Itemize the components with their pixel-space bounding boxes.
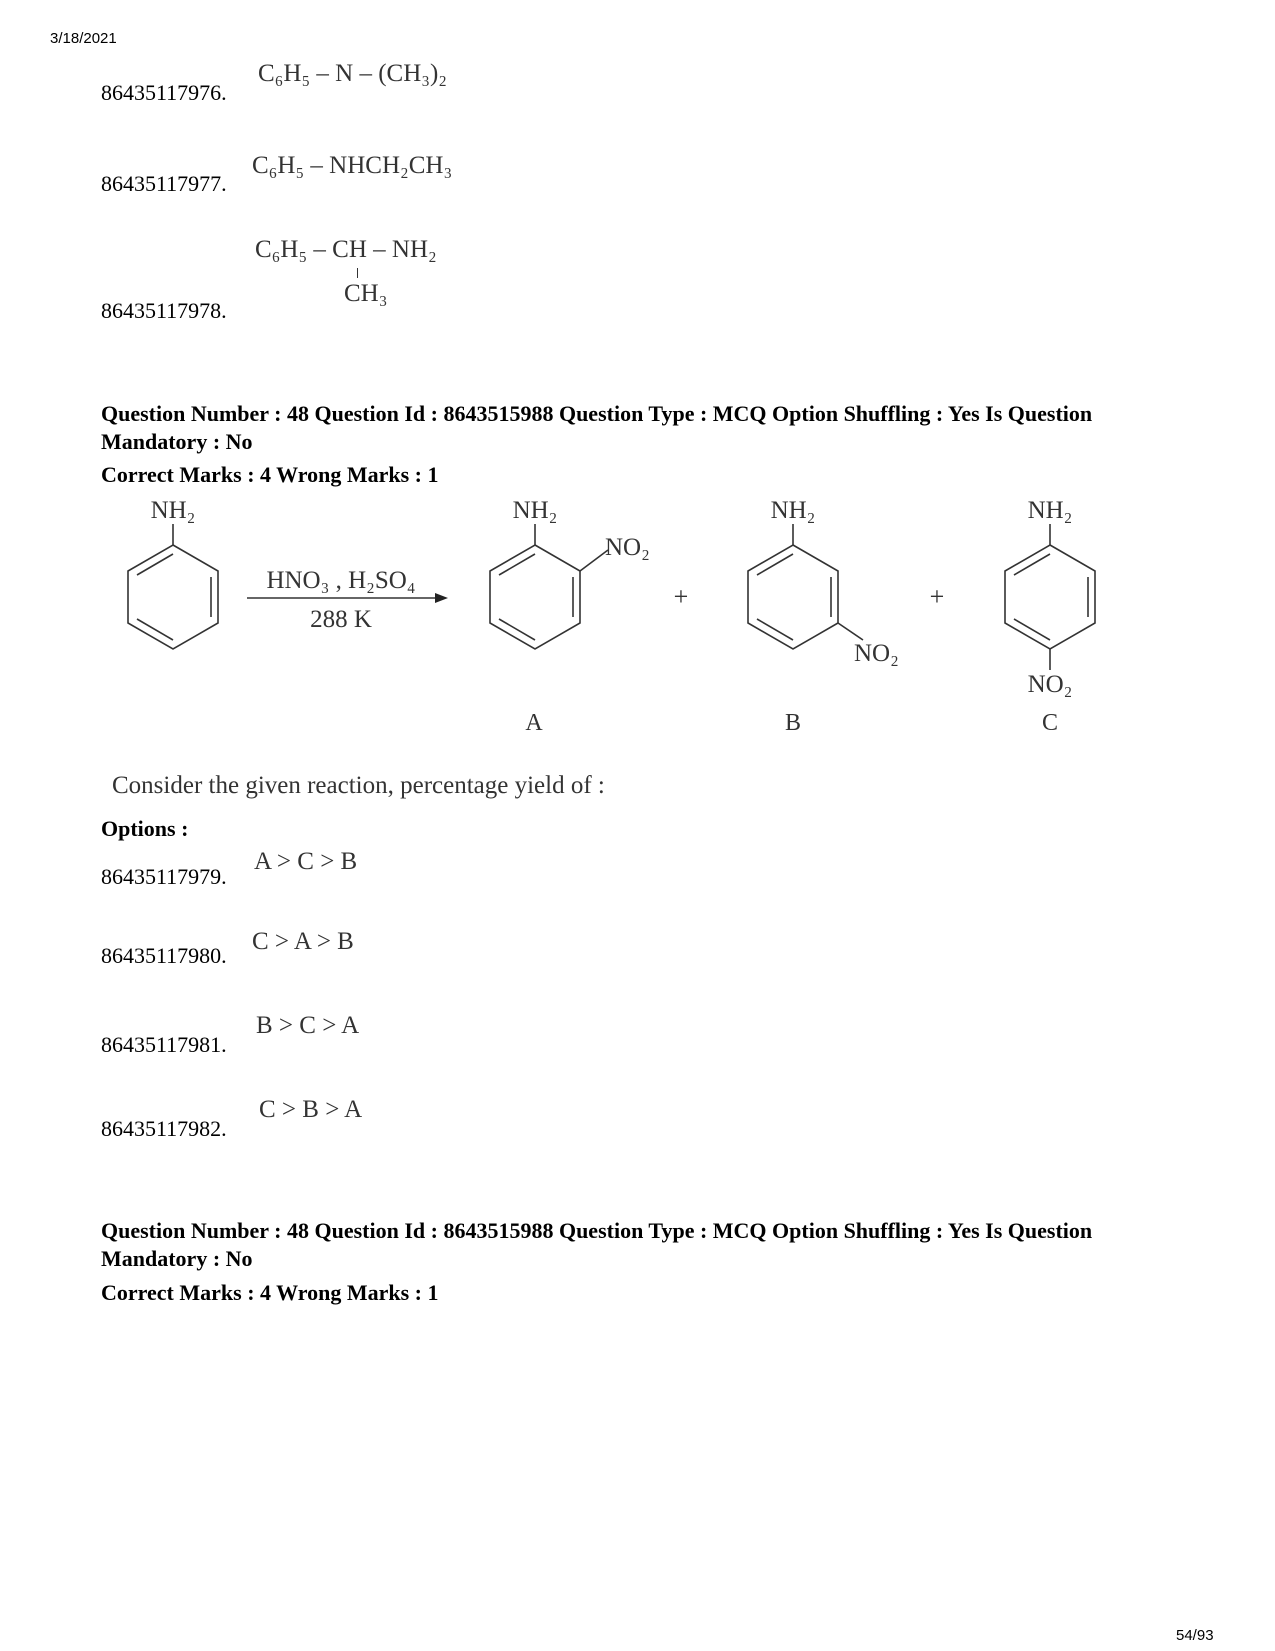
bond bbox=[1014, 619, 1050, 640]
print-date: 3/18/2021 bbox=[50, 30, 117, 47]
bond bbox=[137, 619, 173, 640]
option-id: 86435117979. bbox=[101, 864, 227, 889]
product-label-c: C bbox=[1041, 710, 1059, 736]
question-header: Question Number : 48 Question Id : 8643515988 Question Type : MCQ Option Shuffling : Yes Is Question Mandatory : No bbox=[101, 1218, 1093, 1271]
option-id: 86435117982. bbox=[101, 1116, 227, 1141]
option-id: 86435117978. bbox=[101, 298, 227, 323]
benzene-ring bbox=[490, 545, 580, 649]
question-marks: Correct Marks : 4 Wrong Marks : 1 bbox=[101, 462, 439, 487]
benzene-ring bbox=[128, 545, 218, 649]
condition-label: 288 K bbox=[310, 606, 372, 633]
bond bbox=[1014, 554, 1050, 575]
benzene-ring bbox=[1005, 545, 1095, 649]
question-text: Consider the given reaction, percentage yield of : bbox=[112, 772, 605, 799]
options-heading: Options : bbox=[101, 816, 189, 841]
benzene-ring bbox=[748, 545, 838, 649]
option-formula: C₆H₅ – NHCH₂CH₃ bbox=[252, 152, 453, 179]
question-marks: Correct Marks : 4 Wrong Marks : 1 bbox=[101, 1280, 439, 1305]
bond bbox=[499, 619, 535, 640]
amine-group: NH₂ bbox=[150, 497, 196, 524]
product-label-a: A bbox=[525, 710, 543, 736]
option-id: 86435117981. bbox=[101, 1032, 227, 1057]
nitro-group: NO₂ bbox=[1027, 671, 1073, 698]
nitro-group: NO₂ bbox=[605, 534, 650, 561]
bond bbox=[838, 623, 863, 640]
option-text: C > B > A bbox=[259, 1096, 363, 1123]
bond bbox=[757, 619, 793, 640]
option-id: 86435117977. bbox=[101, 171, 227, 196]
option-formula: C₆H₅ – CH – NH₂ bbox=[255, 236, 437, 263]
bond bbox=[137, 554, 173, 575]
option-id: 86435117976. bbox=[101, 80, 227, 105]
page-number: 54/93 bbox=[1176, 1627, 1214, 1644]
branch-bond bbox=[357, 268, 358, 278]
amine-group: NH₂ bbox=[512, 497, 558, 524]
plus-sign: + bbox=[673, 582, 689, 611]
plus-sign: + bbox=[929, 582, 945, 611]
bond bbox=[757, 554, 793, 575]
option-formula: C₆H₅ – N – (CH₃)₂ bbox=[258, 60, 448, 87]
option-formula-branch: CH₃ bbox=[344, 280, 388, 307]
option-text: C > A > B bbox=[252, 928, 354, 955]
amine-group: NH₂ bbox=[1027, 497, 1073, 524]
option-text: B > C > A bbox=[256, 1012, 360, 1039]
reaction-diagram bbox=[100, 490, 1150, 750]
bond bbox=[499, 554, 535, 575]
arrow-head bbox=[435, 593, 448, 603]
product-label-b: B bbox=[784, 710, 802, 736]
bond bbox=[580, 550, 608, 571]
option-id: 86435117980. bbox=[101, 943, 227, 968]
option-text: A > C > B bbox=[254, 848, 358, 875]
amine-group: NH₂ bbox=[770, 497, 816, 524]
reagent-label: HNO₃ , H₂SO₄ bbox=[266, 567, 416, 594]
question-header: Question Number : 48 Question Id : 8643515988 Question Type : MCQ Option Shuffling : Yes Is Question Mandatory : No bbox=[101, 401, 1093, 454]
nitro-group: NO₂ bbox=[854, 640, 899, 667]
